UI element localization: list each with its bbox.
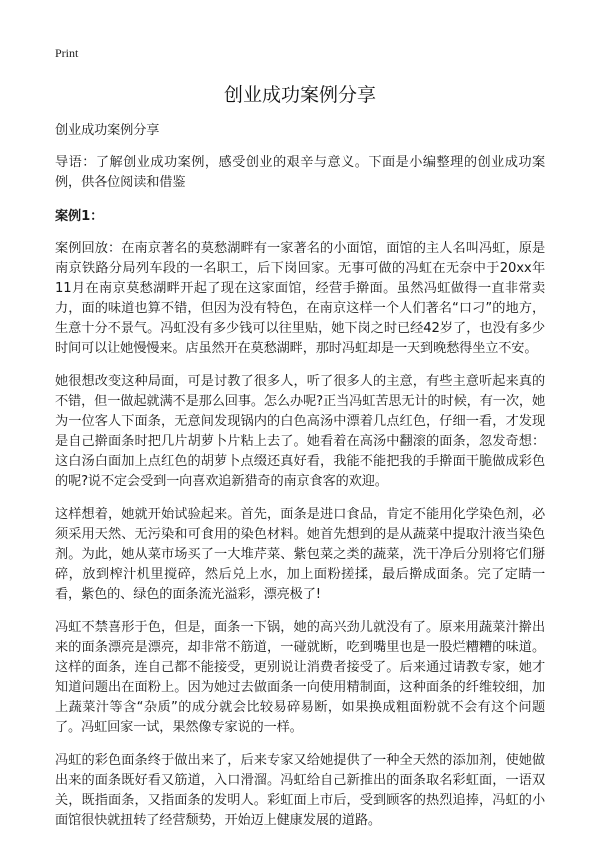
article-intro: 导语：了解创业成功案例，感受创业的艰辛与意义。下面是小编整理的创业成功案例，供各位阅读和借鉴 [55, 155, 545, 190]
article-subtitle: 创业成功案例分享 [55, 123, 160, 138]
article-paragraph: 冯虹不禁喜形于色，但是，面条一下锅，她的高兴劲儿就没有了。原来用蔬菜汁擀出来的面条漂亮是漂亮，却非常不筋道，一碰就断，吃到嘴里也是一股烂糟糟的味道。这样的面条，连自己都不能接受，更别说让消费者接受了。后来通过请教专家，她才知道问题出在面粉上。因为她过去做面条一向使用精制面，这种面条的纤维较细，加上蔬菜汁等含“杂质”的成分就会比较易碎易断，如果换成粗面粉就不会有这个问题了。冯虹回家一试，果然像专家说的一样。 [55, 620, 545, 735]
article-paragraph: 她很想改变这种局面，可是讨教了很多人，听了很多人的主意，有些主意听起来真的不错，但一做起就满不是那么回事。怎么办呢?正当冯虹苦思无计的时候，有一次，她为一位客人下面条，无意间发现锅内的白色高汤中漂着几点红色，仔细一看，才发现是自己擀面条时把几片胡萝卜片粘上去了。她看着在高汤中翻滚的面条，忽发奇想：这白汤白面加上点红色的胡萝卜点缀还真好看，我能不能把我的手擀面干脆做成彩色的呢?说不定会受到一向喜欢追新猎奇的南京食客的欢迎。 [55, 374, 545, 489]
article-paragraph: 案例回放：在南京著名的莫愁湖畔有一家著名的小面馆，面馆的主人名叫冯虹，原是南京铁路分局列车段的一名职工，后下岗回家。无事可做的冯虹在无奈中于20xx年11月在南京莫愁湖畔开起了现在这家面馆，经营手擀面。虽然冯虹做得一直非常卖力，面的味道也算不错，但因为没有特色，在南京这样一个人们著名“口刁”的地方，生意十分不景气。冯虹没有多少钱可以往里贴，她下岗之时已经42岁了，也没有多少时间可以让她慢慢来。店虽然开在莫愁湖畔，那时冯虹却是一天到晚愁得坐立不安。 [55, 241, 545, 356]
article-body [55, 121, 545, 844]
case-heading: 案例1： [55, 209, 104, 224]
article-paragraph: 冯虹的彩色面条终于做出来了，后来专家又给她提供了一种全天然的添加剂，使她做出来的面条既好看又筋道，入口滑溜。冯虹给自己新推出的面条取名彩虹面，一语双关，既指面条，又指面条的发明人。彩虹面上市后，受到顾客的热烈追捧，冯虹的小面馆很快就扭转了经营颓势，开始迈上健康发展的道路。 [55, 753, 545, 828]
page-title: 创业成功案例分享 [223, 84, 376, 106]
print-link[interactable]: Print [55, 46, 79, 60]
article-paragraph: 这样想着，她就开始试验起来。首先，面条是进口食品，肯定不能用化学染色剂，必须采用天然、无污染和可食用的染色材料。她首先想到的是从蔬菜中提取汁液当染色剂。为此，她从菜市场买了一大堆芹菜、紫包菜之类的蔬菜，洗干净后分别将它们掰碎，放到榨汁机里搅碎，然后兑上水，加上面粉搓揉，最后擀成面条。完了定睛一看，紫色的、绿色的面条流光溢彩，漂亮极了! [55, 507, 545, 602]
